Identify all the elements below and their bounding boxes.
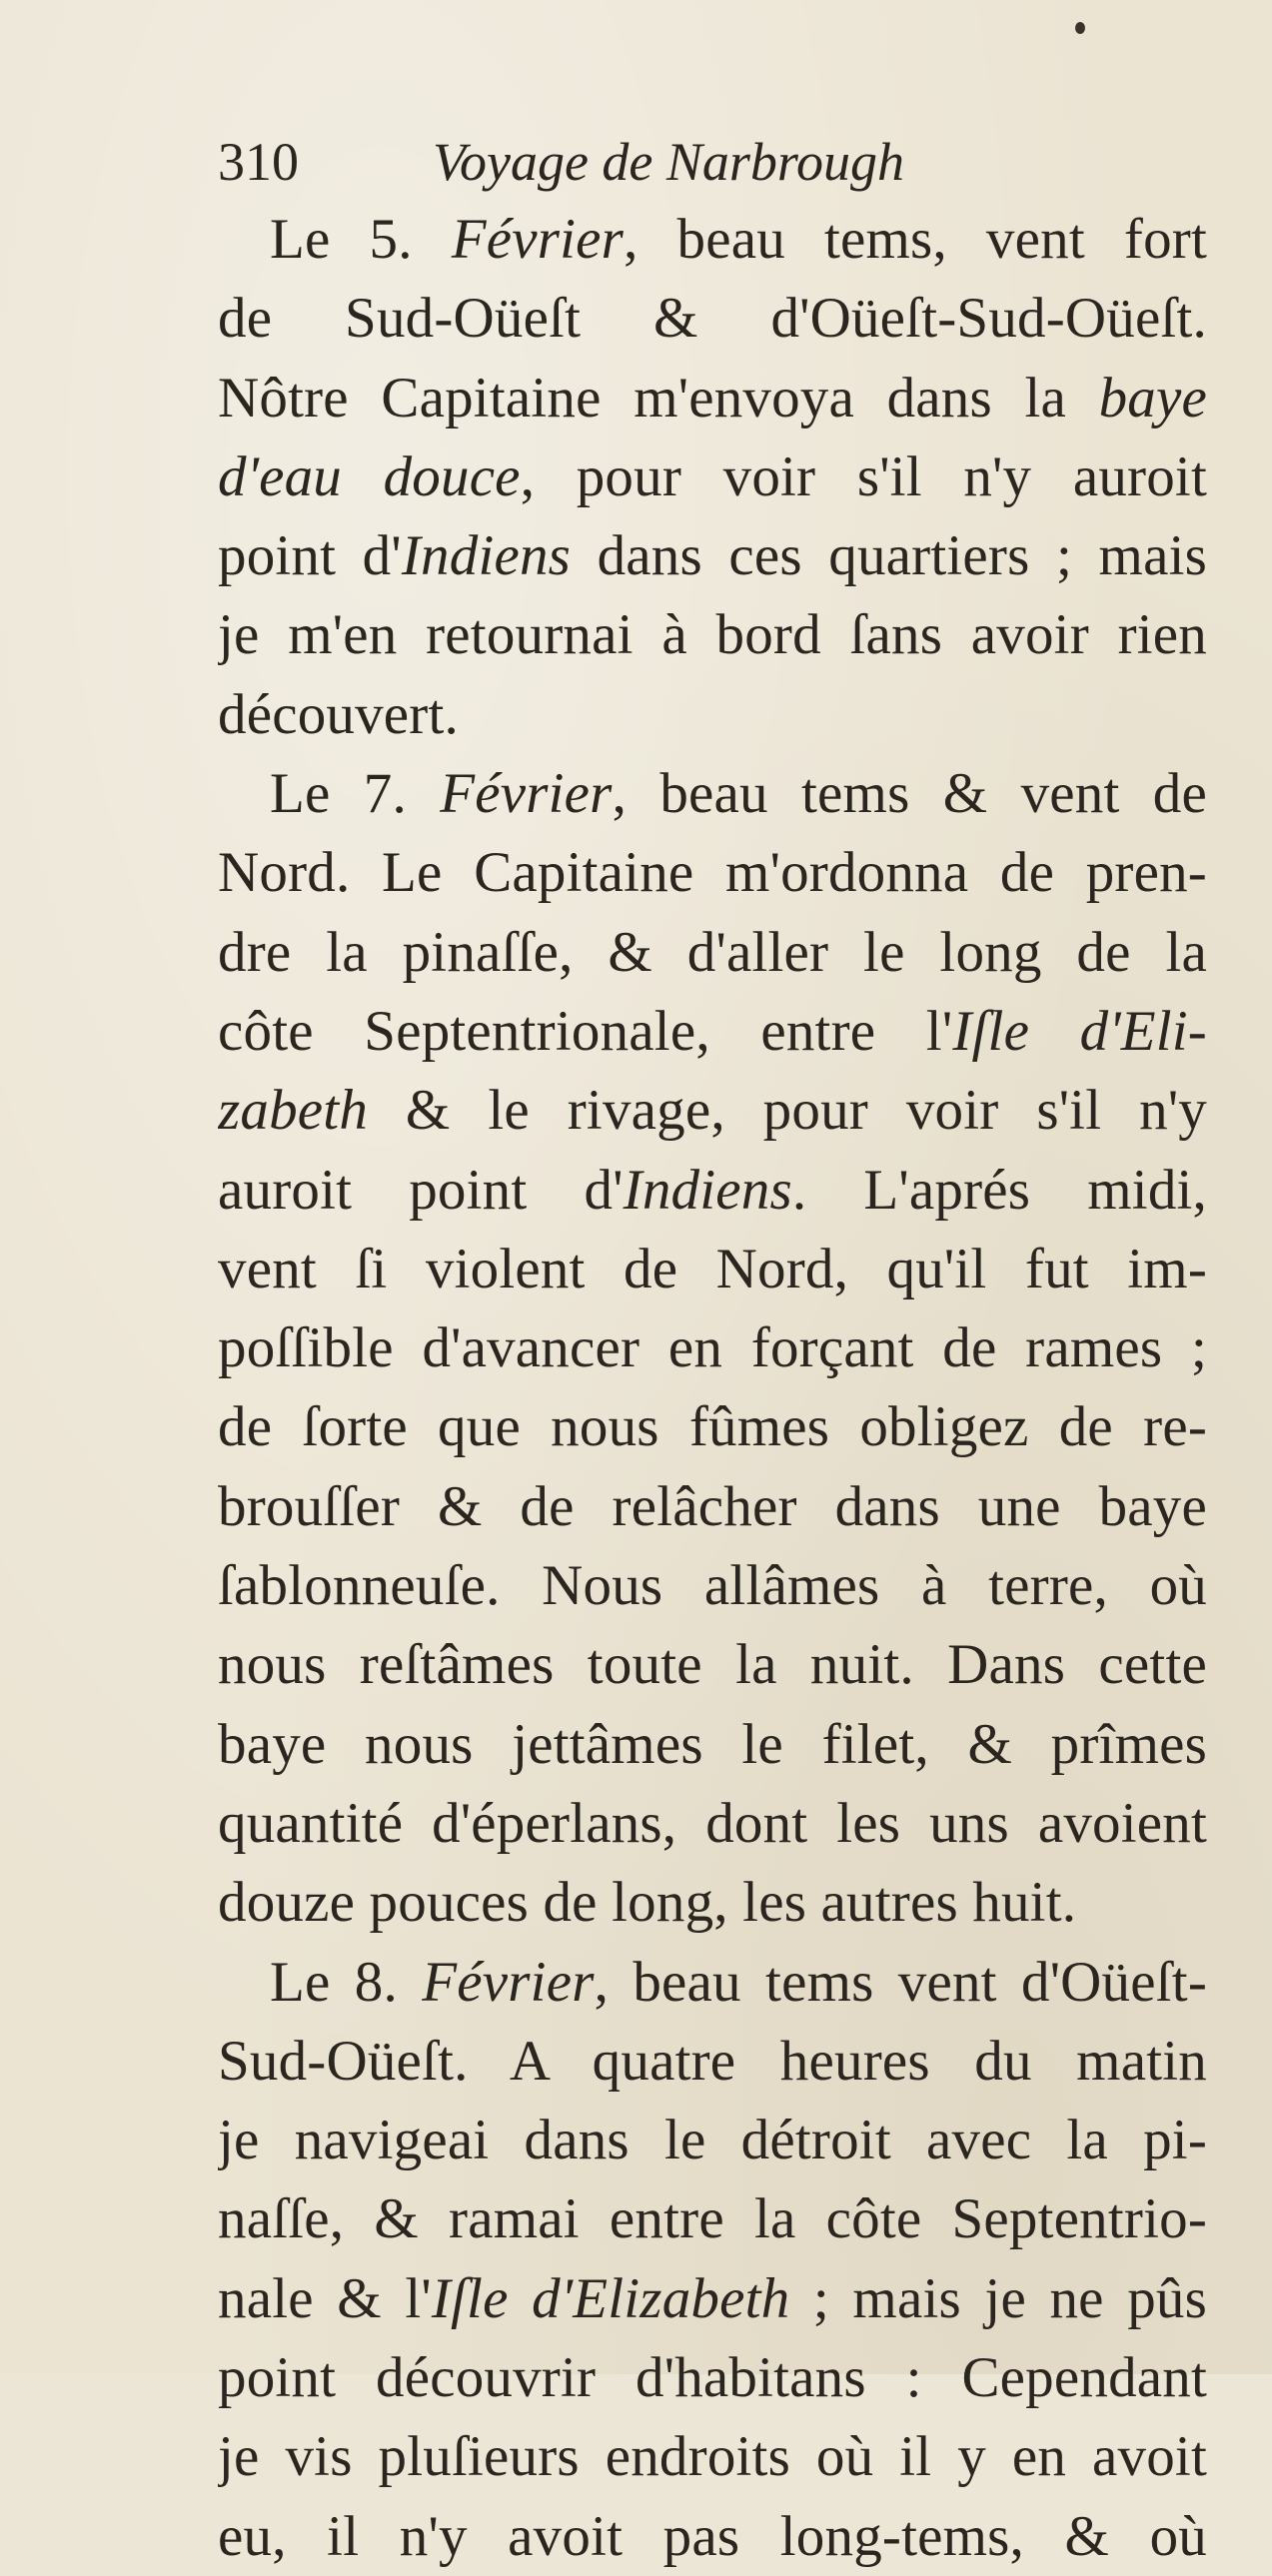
italic-text: baye: [1098, 366, 1207, 429]
text-line: [218, 516, 1207, 595]
text-segment: Le 5.: [270, 208, 452, 271]
text-segment: ſablonneuſe. Nous allâmes à terre, où: [218, 1554, 1207, 1618]
text-segment: auroit point d': [218, 1158, 624, 1222]
text-line: [218, 754, 1207, 833]
text-segment: Nôtre Capitaine m'envoya dans la: [218, 366, 1099, 429]
text-line: [218, 279, 1207, 358]
text-segment: naſſe, & ramai entre la côte Septentrio-: [218, 2187, 1207, 2251]
text-line: [218, 992, 1207, 1071]
italic-text: zabeth: [218, 1079, 369, 1143]
text-line: [218, 1151, 1207, 1230]
text-line: [218, 1467, 1207, 1546]
text-line: [218, 437, 1207, 516]
text-line: [218, 2259, 1207, 2338]
text-segment: vent ſi violent de Nord, qu'il fut im-: [218, 1237, 1207, 1300]
text-line: [218, 833, 1207, 912]
text-segment: Sud-Oüeſt. A quatre heures du matin: [218, 2029, 1207, 2093]
italic-text: Février: [451, 208, 625, 271]
text-segment: dre la pinaſſe, & d'aller le long de la: [218, 920, 1207, 984]
italic-text: Iſle d'Elizabeth: [431, 2266, 790, 2330]
text-line: [218, 2101, 1207, 2179]
text-line: [218, 913, 1207, 992]
text-segment: nous reſtâmes toute la nuit. Dans cette: [218, 1633, 1207, 1697]
page-number: 310: [218, 132, 299, 192]
text-line: [218, 1705, 1207, 1784]
text-segment: dans ces quartiers ; mais: [571, 524, 1207, 588]
text-segment: brouſſer & de relâcher dans une baye: [218, 1474, 1207, 1538]
text-segment: , beau tems vent d'Oüeſt-: [594, 1950, 1207, 2014]
text-segment: douze pouces de long, les autres huit.: [218, 1871, 1077, 1935]
text-line: [218, 675, 1207, 754]
text-line: [218, 2497, 1207, 2576]
text-line: [218, 1546, 1207, 1625]
text-segment: Le 8.: [270, 1950, 423, 2014]
text-line: [218, 1625, 1207, 1704]
text-segment: point découvrir d'habitans : Cependant: [218, 2346, 1207, 2410]
text-segment: je m'en retournai à bord ſans avoir rien: [218, 603, 1207, 667]
text-line: [218, 2179, 1207, 2258]
text-line: [218, 595, 1207, 674]
text-segment: poſſible d'avancer en forçant de rames ;: [218, 1316, 1207, 1380]
text-segment: , pour voir s'il n'y auroit: [520, 444, 1207, 508]
text-line: [218, 200, 1207, 279]
body-text: [218, 200, 1207, 2576]
running-head: [218, 132, 1117, 192]
text-line: [218, 1230, 1207, 1308]
text-segment: , beau tems & vent de: [612, 762, 1207, 826]
text-segment: découvert.: [218, 682, 459, 746]
text-line: [218, 1308, 1207, 1387]
text-line: [218, 2338, 1207, 2417]
text-line: [218, 1784, 1207, 1863]
text-segment: de Sud-Oüeſt & d'Oüeſt-Sud-Oüeſt.: [218, 287, 1207, 351]
italic-text: Indiens: [623, 1158, 792, 1222]
text-segment: de ſorte que nous fûmes obligez de re-: [218, 1395, 1207, 1459]
text-segment: je vis pluſieurs endroits où il y en avoit: [218, 2425, 1207, 2489]
text-segment: eu, il n'y avoit pas long-tems, & où: [218, 2504, 1207, 2568]
text-segment: Nord. Le Capitaine m'ordonna de pren-: [218, 841, 1207, 905]
text-line: [218, 1943, 1207, 2022]
text-segment: baye nous jettâmes le filet, & prîmes: [218, 1712, 1207, 1776]
text-line: [218, 1863, 1207, 1942]
text-segment: ; mais je ne pûs: [789, 2266, 1207, 2330]
text-segment: . L'aprés midi,: [791, 1158, 1207, 1222]
running-title: Voyage de Narbrough: [433, 132, 904, 192]
ink-speck: [1075, 22, 1085, 34]
text-segment: je navigeai dans le détroit avec la pi-: [218, 2109, 1207, 2172]
text-segment: quantité d'éperlans, dont les uns avoient: [218, 1791, 1207, 1855]
text-segment: Le 7.: [270, 762, 441, 826]
text-segment: côte Septentrionale, entre l': [218, 999, 953, 1063]
text-line: [218, 1387, 1207, 1466]
italic-text: Février: [422, 1950, 595, 2014]
text-line: [218, 2022, 1207, 2101]
text-line: [218, 359, 1207, 437]
italic-text: Février: [440, 762, 613, 826]
text-segment: point d': [218, 524, 402, 588]
text-line: [218, 1071, 1207, 1150]
italic-text: Iſle d'Eli-: [952, 999, 1207, 1063]
text-segment: , beau tems, vent fort: [624, 208, 1207, 271]
italic-text: Indiens: [401, 524, 572, 588]
italic-text: d'eau douce: [218, 444, 521, 508]
text-line: [218, 2417, 1207, 2496]
text-segment: nale & l': [218, 2266, 432, 2330]
text-segment: & le rivage, pour voir s'il n'y: [368, 1079, 1207, 1143]
